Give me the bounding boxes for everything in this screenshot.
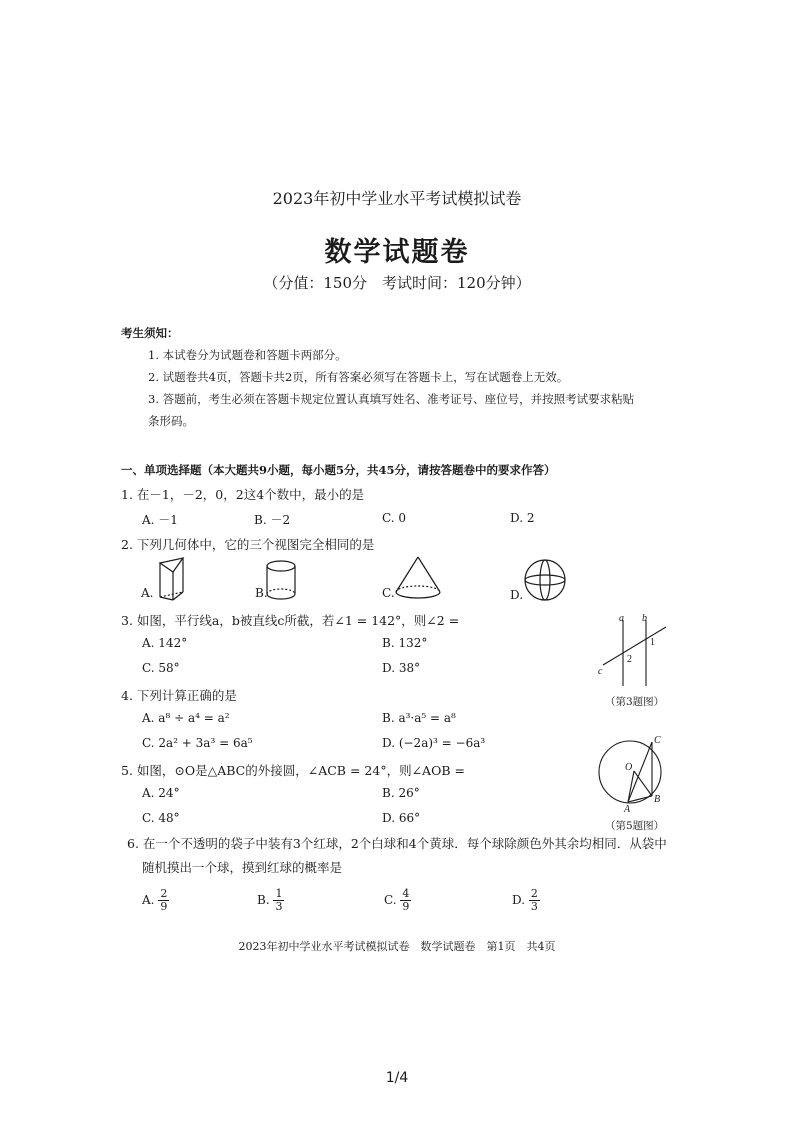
fig5-label-a: A	[624, 804, 631, 815]
question-4-option-c: C. 2a² + 3a³ = 6a⁵	[142, 736, 253, 750]
denominator: 3	[530, 900, 538, 914]
numerator: 2	[160, 887, 168, 900]
question-5-option-d: D. 66°	[382, 811, 421, 825]
fraction	[529, 888, 540, 913]
question-4-option-a: A. a⁸ ÷ a⁴ = a²	[142, 711, 230, 725]
option-label: B.	[257, 893, 270, 908]
fig5-label-b: B	[654, 794, 661, 805]
option-label: A.	[142, 893, 155, 908]
fig3-angle-2: 2	[627, 654, 632, 665]
fig3-angle-1: 1	[650, 637, 655, 648]
fig3-label-b: b	[642, 613, 647, 624]
question-2-option-d: D.	[510, 588, 524, 602]
question-6-stem-line-2: 随机摸出一个球，摸到红球的概率是	[142, 860, 343, 875]
question-4-option-d: D. (−2a)³ = −6a³	[382, 736, 486, 750]
paper-title: 数学试题卷	[324, 237, 470, 268]
question-4-stem: 4. 下列计算正确的是	[121, 688, 237, 703]
fig5-label-o: O	[625, 762, 633, 773]
question-6-stem-line-1: 6. 在一个不透明的袋子中装有3个红球，2个白球和4个黄球．每个球除颜色外其余均相同．从袋中	[127, 836, 667, 851]
fig3-label-c: c	[598, 666, 603, 677]
question-5-caption: （第5题图）	[605, 820, 665, 832]
question-2-option-c: C.	[382, 586, 395, 600]
numerator: 1	[275, 887, 283, 900]
question-1-stem: 1. 在－1，－2，0，2这4个数中，最小的是	[121, 487, 365, 502]
question-1-option-d: D. 2	[510, 511, 535, 525]
fig3-label-a: a	[619, 613, 624, 624]
question-5-option-a: A. 24°	[142, 786, 180, 800]
exam-info: （分值：150分 考试时间：120分钟）	[263, 274, 531, 292]
question-4-option-b: B. a³·a⁵ = a⁸	[382, 711, 456, 725]
exam-title: 2023年初中学业水平考试模拟试卷	[272, 189, 522, 208]
notice-heading: 考生须知：	[121, 326, 179, 340]
fraction	[400, 888, 411, 913]
section-heading: 一、单项选择题（本大题共9小题，每小题5分，共45分，请按答题卷中的要求作答）	[121, 463, 556, 477]
fraction	[158, 888, 169, 913]
denominator: 9	[402, 900, 410, 914]
question-3-option-b: B. 132°	[382, 636, 428, 650]
numerator: 2	[530, 887, 538, 900]
question-6-option-c	[384, 888, 411, 913]
question-2-stem: 2. 下列几何体中，它的三个视图完全相同的是	[121, 537, 375, 552]
question-5-option-c: C. 48°	[142, 811, 180, 825]
option-label: D.	[512, 893, 526, 908]
notice-item-3: 3. 答题前，考生必须在答题卡规定位置认真填写姓名、准考证号、座位号，并按照考试要求粘贴	[148, 392, 635, 406]
question-3-option-d: D. 38°	[382, 661, 421, 675]
denominator: 3	[275, 900, 283, 914]
question-5-option-b: B. 26°	[382, 786, 420, 800]
numerator: 4	[402, 887, 410, 900]
question-1-option-b: B. －2	[254, 513, 291, 527]
option-label: C.	[384, 893, 397, 908]
fraction	[273, 888, 284, 913]
page-footer: 2023年初中学业水平考试模拟试卷 数学试题卷 第1页 共4页	[238, 940, 556, 953]
question-6-option-b	[257, 888, 284, 913]
page-indicator: 1/4	[385, 1070, 409, 1086]
question-1-option-a: A. －1	[142, 513, 178, 527]
question-3-option-c: C. 58°	[142, 661, 180, 675]
denominator: 9	[160, 900, 168, 914]
notice-item-3-cont: 条形码。	[148, 414, 194, 428]
question-2-option-b: B.	[255, 586, 268, 600]
question-3-caption: （第3题图）	[605, 696, 665, 708]
question-1-option-c: C. 0	[382, 511, 407, 525]
question-6-option-a	[142, 888, 169, 913]
notice-item-1: 1. 本试卷分为试题卷和答题卡两部分。	[148, 348, 347, 362]
question-5-stem: 5. 如图，⊙O是△ABC的外接圆，∠ACB = 24°，则∠AOB =	[121, 763, 465, 778]
question-3-option-a: A. 142°	[142, 636, 188, 650]
notice-item-2: 2. 试题卷共4页，答题卡共2页，所有答案必须写在答题卡上，写在试题卷上无效。	[148, 370, 569, 384]
fig5-label-c: C	[654, 735, 661, 746]
question-6-option-d	[512, 888, 540, 913]
question-3-stem: 3. 如图，平行线a，b被直线c所截，若∠1 = 142°，则∠2 =	[121, 613, 460, 628]
question-2-option-a: A.	[141, 586, 154, 600]
